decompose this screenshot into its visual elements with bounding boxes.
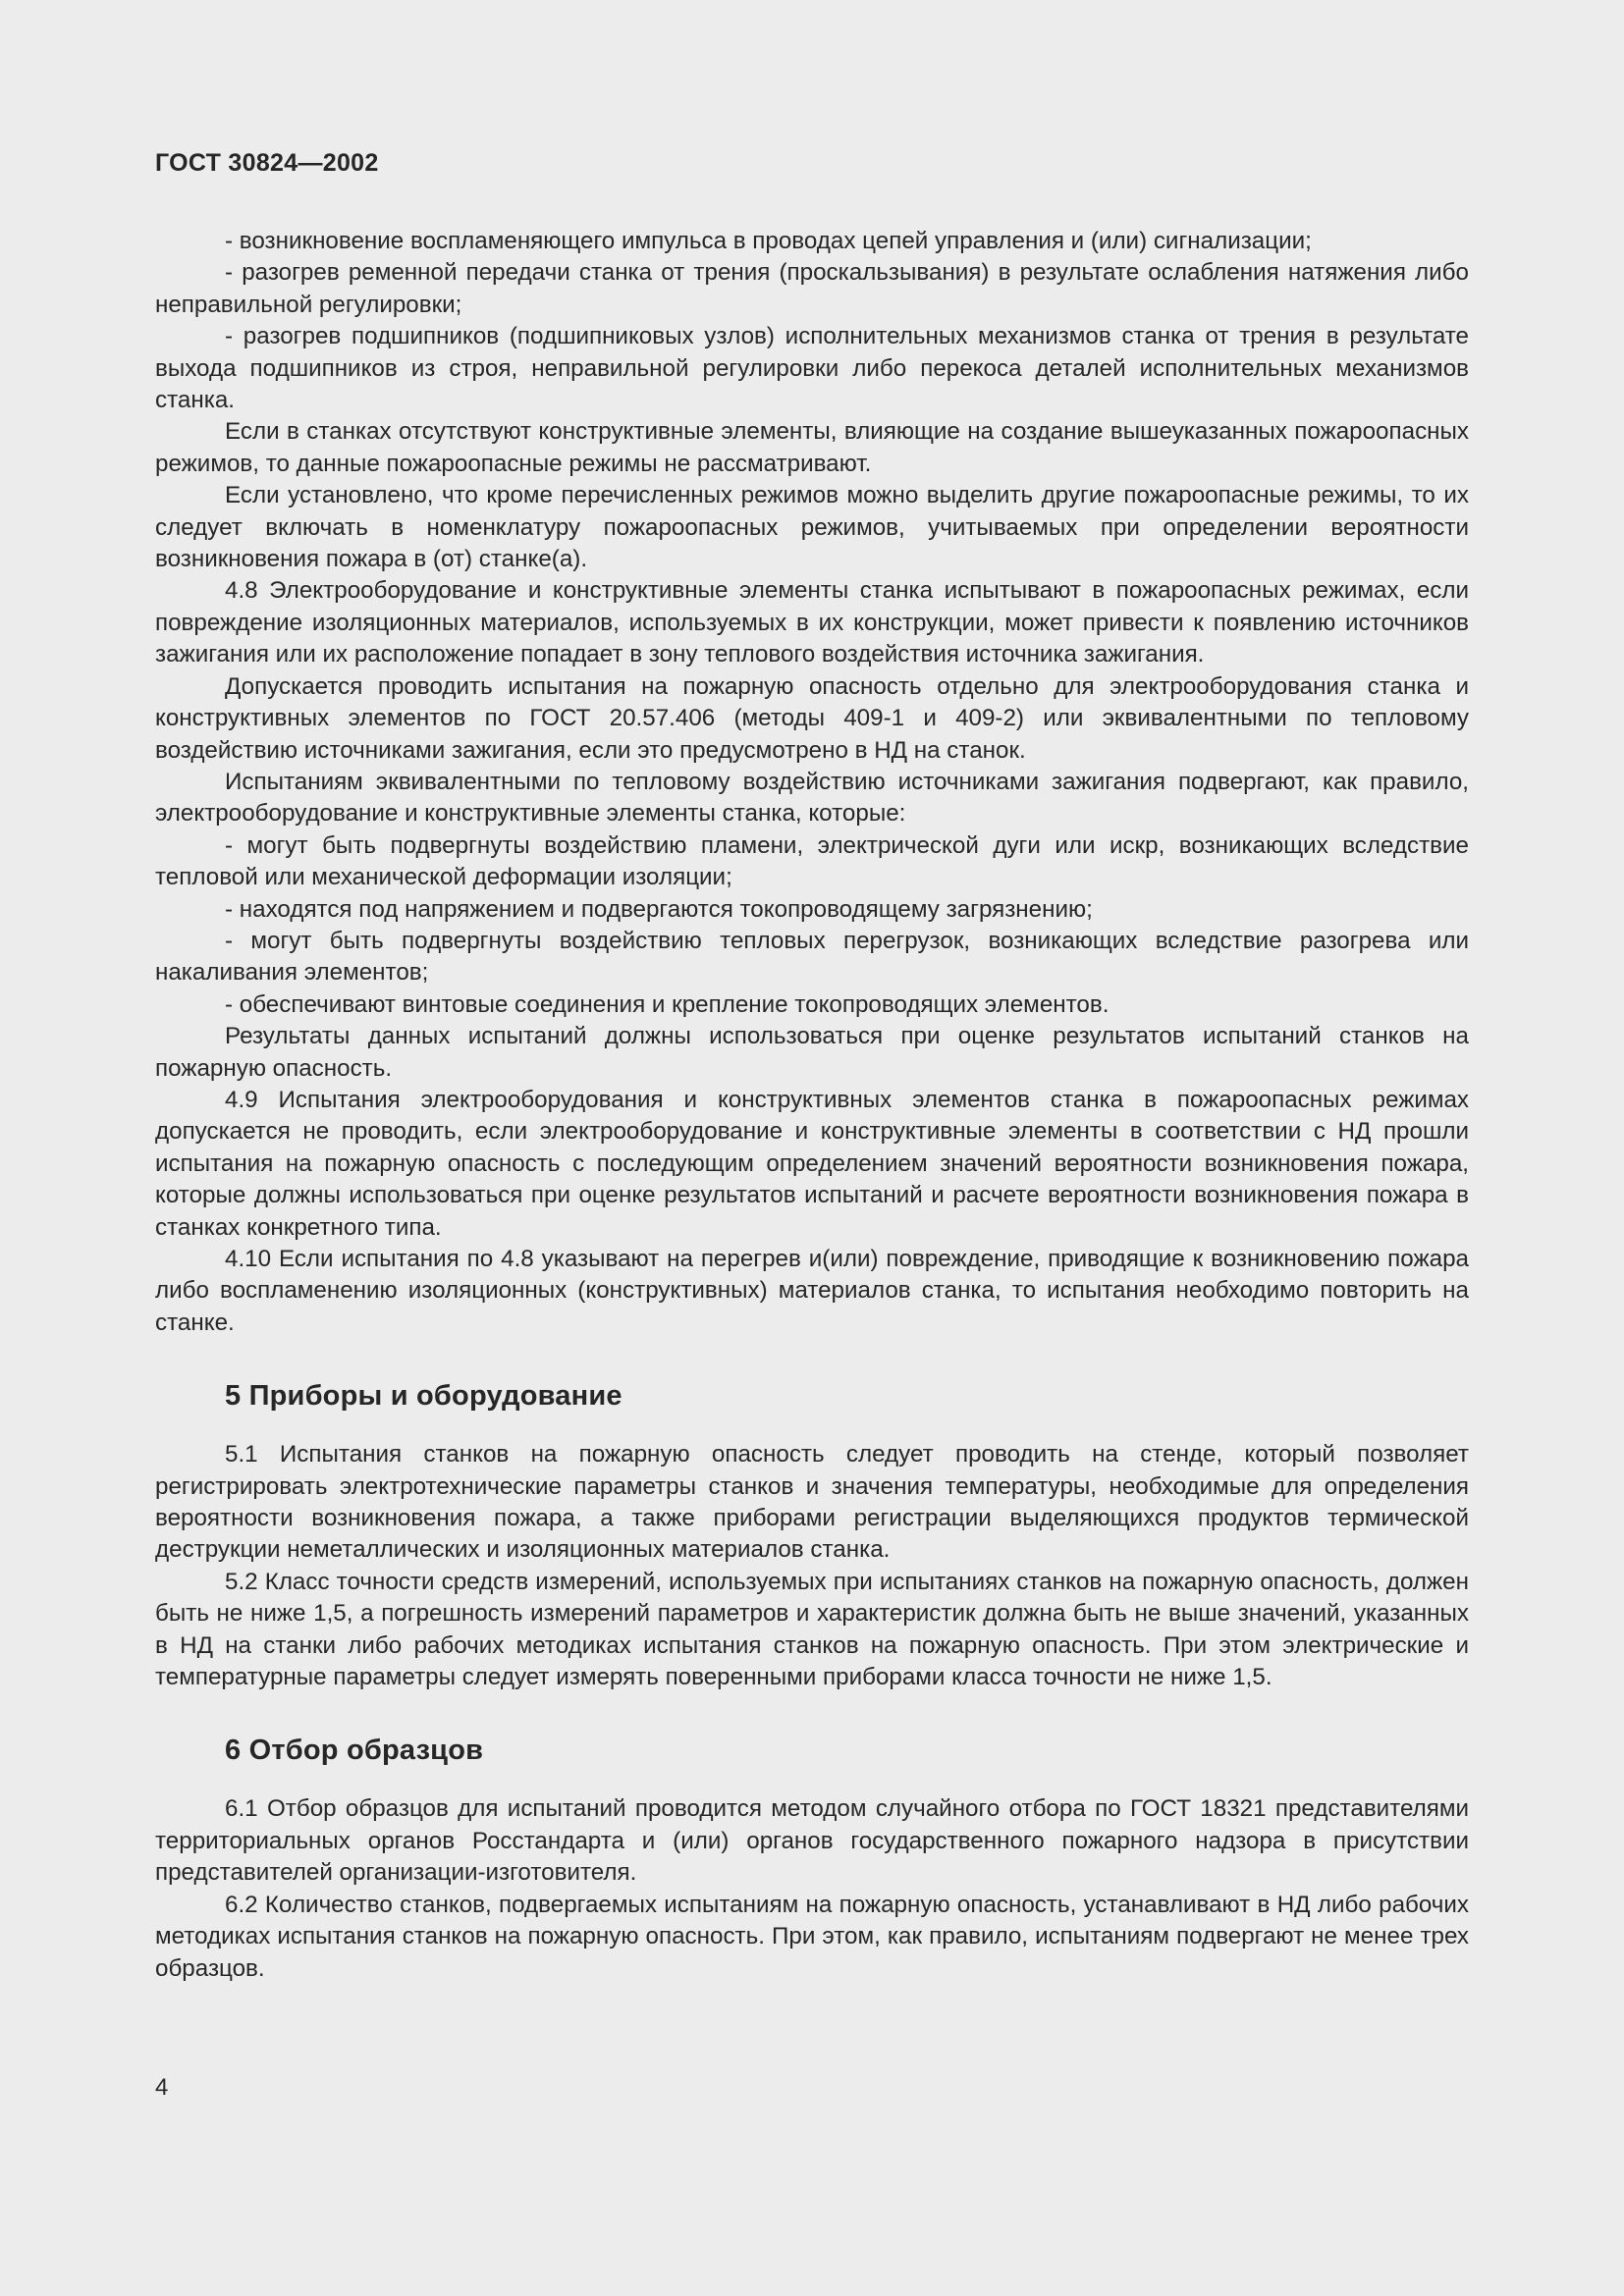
clause-5-2: 5.2 Класс точности средств измерений, используемых при испытаниях станков на пожарную опасность, должен быть не ниже 1,5, а погрешность измерений параметров и характеристик должна быть не выше значений, указанных в НД на станки либо рабочих методиках испытания станков на пожарную опасность. При этом электрические и температурные параметры следует измерять поверенными приборами класса точности не ниже 1,5.: [155, 1568, 1469, 1691]
list-item-belt-heating: - разогрев ременной передачи станка от трения (проскальзывания) в результате ослабления натяжения либо неправильной регулировки;: [155, 259, 1469, 318]
clause-4-8: 4.8 Электрооборудование и конструктивные элементы станка испытывают в пожароопасных режимах, если повреждение изоляционных материалов, используемых в их конструкции, может привести к появлению источников зажигания или их расположение попадает в зону теплового воздействия источника зажигания.: [155, 577, 1469, 668]
clause-5-1: 5.1 Испытания станков на пожарную опасность следует проводить на стенде, который позволяет регистрировать электротехнические параметры станков и значения температуры, необходимые для определения вероятности возникновения пожара, а также приборами регистрации выделяющихся продуктов термической деструкции неметаллических и изоляционных материалов станка.: [155, 1441, 1469, 1564]
clause-6-1: 6.1 Отбор образцов для испытаний проводится методом случайного отбора по ГОСТ 18321 представителями территориальных органов Росстандарта и (или) органов государственного пожарного надзора в присутствии представителей организации-изготовителя.: [155, 1795, 1469, 1887]
clause-4-10: 4.10 Если испытания по 4.8 указывают на перегрев и(или) повреждение, приводящие к возникновению пожара либо воспламенению изоляционных (конструктивных) материалов станка, то испытания необходимо повторить на станке.: [155, 1246, 1469, 1336]
paragraph-separate-testing: Допускается проводить испытания на пожарную опасность отдельно для электрооборудования станка и конструктивных элементов по ГОСТ 20.57.406 (методы 409-1 и 409-2) или эквивалентными по тепловому воздействию источниками зажигания, если это предусмотрено в НД на станок.: [155, 672, 1469, 764]
list-item-thermal-overload: - могут быть подвергнуты воздействию тепловых перегрузок, возникающих вследствие разогрева или накаливания элементов;: [155, 927, 1469, 987]
document-body: [155, 226, 1469, 1985]
clause-4-9: 4.9 Испытания электрооборудования и конструктивных элементов станка в пожароопасных режимах допускается не проводить, если электрооборудование и конструктивные элементы в соответствии с НД прошли испытания на пожарную опасность с последующим определением значений вероятности возникновения пожара, которые должны использоваться при оценке результатов испытаний и расчете вероятности возникновения пожара в станках конкретного типа.: [155, 1086, 1469, 1241]
list-item-under-voltage: - находятся под напряжением и подвергаются токопроводящему загрязнению;: [225, 895, 1093, 923]
list-item-ignition-impulse: - возникновение воспламеняющего импульса в проводах цепей управления и (или) сигнализации;: [225, 228, 1312, 254]
page-number: 4: [155, 2074, 169, 2101]
clause-6-2: 6.2 Количество станков, подвергаемых испытаниям на пожарную опасность, устанавливают в НД либо рабочих методиках испытания станков на пожарную опасность. При этом, как правило, испытаниям подвергают не менее трех образцов.: [155, 1891, 1469, 1982]
list-item-screw-connections: - обеспечивают винтовые соединения и крепление токопроводящих элементов.: [225, 990, 1110, 1018]
document-code-header: ГОСТ 30824—2002: [155, 149, 379, 177]
paragraph-other-modes: Если установлено, что кроме перечисленных режимов можно выделить другие пожароопасные режимы, то их следует включать в номенклатуру пожароопасных режимов, учитываемых при определении вероятности возникновения пожара в (от) станке(а).: [155, 482, 1469, 573]
paragraph-no-elements: Если в станках отсутствуют конструктивные элементы, влияющие на создание вышеуказанных пожароопасных режимов, то данные пожароопасные режимы не рассматривают.: [155, 418, 1469, 477]
list-item-bearing-heating: - разогрев подшипников (подшипниковых узлов) исполнительных механизмов станка от трения в результате выхода подшипников из строя, неправильной регулировки либо перекоса деталей исполнительных механизмов станка.: [155, 323, 1469, 414]
list-item-flame-exposure: - могут быть подвергнуты воздействию пламени, электрической дуги или искр, возникающих вследствие тепловой или механической деформации изоляции;: [155, 831, 1469, 891]
section-5-heading: 5 Приборы и оборудование: [225, 1380, 623, 1413]
paragraph-equivalent-sources: Испытаниям эквивалентными по тепловому воздействию источниками зажигания подвергают, как правило, электрооборудование и конструктивные элементы станка, которые:: [155, 768, 1469, 828]
section-6-heading: 6 Отбор образцов: [225, 1735, 484, 1767]
paragraph-test-results: Результаты данных испытаний должны использоваться при оценке результатов испытаний станков на пожарную опасность.: [155, 1023, 1469, 1082]
